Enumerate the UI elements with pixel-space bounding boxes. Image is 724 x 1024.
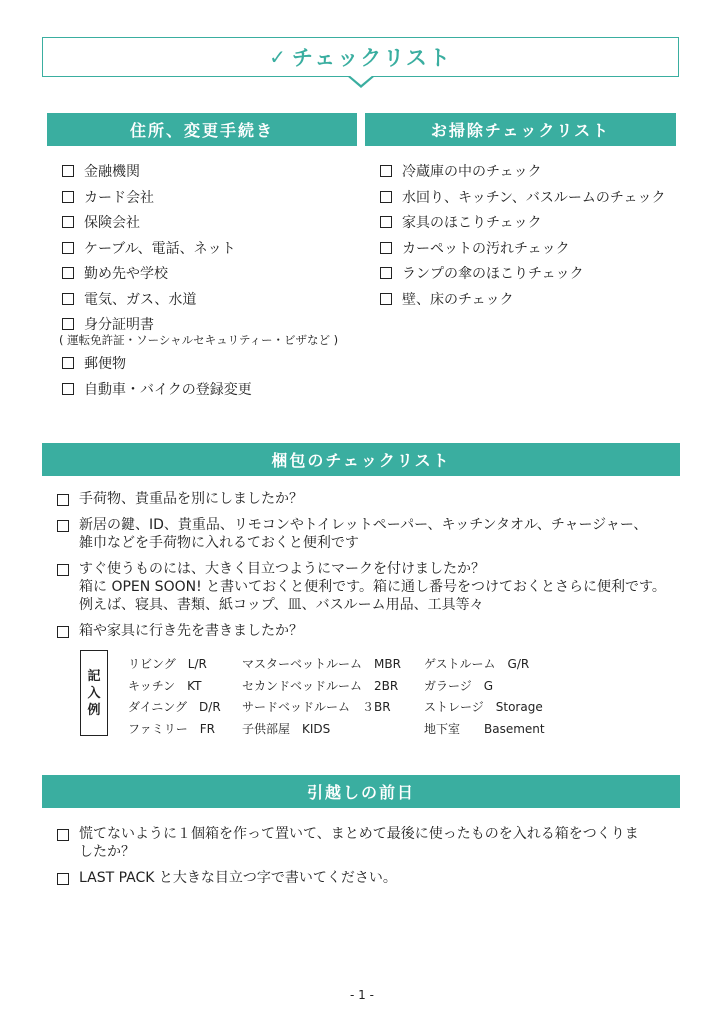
id-note: ( 運転免許証・ソーシャルセキュリティー・ビザなど ) [59, 333, 339, 347]
example-room: ゲストルーム G/R [424, 657, 530, 671]
checkbox[interactable] [57, 520, 69, 532]
list-item[interactable]: ランプの傘のほこりチェック [380, 263, 665, 289]
list-item[interactable]: 家具のほこりチェック [380, 212, 665, 238]
checkbox[interactable] [62, 191, 74, 203]
list-item[interactable]: 自動車・バイクの登録変更 [62, 379, 252, 405]
check-icon: ✓ [269, 45, 286, 69]
page-title: チェックリスト [291, 46, 452, 70]
example-room: ストレージ Storage [424, 700, 543, 714]
checkbox[interactable] [62, 267, 74, 279]
checkbox[interactable] [62, 293, 74, 305]
address-change-header: 住所、変更手続き [47, 113, 357, 146]
list-item[interactable]: 慌てないように１個箱を作って置いて、まとめて最後に使ったものを入れる箱をつくりま したか？ [57, 825, 639, 861]
list-item[interactable]: カード会社 [62, 187, 236, 213]
checkbox[interactable] [380, 216, 392, 228]
day-before-header: 引越しの前日 [42, 775, 680, 808]
list-item[interactable]: ケーブル、電話、ネット [62, 238, 236, 264]
checkbox[interactable] [57, 829, 69, 841]
example-room: サードベッドルーム ３BR [242, 700, 391, 714]
cleaning-list [380, 161, 665, 314]
example-room: 子供部屋 KIDS [242, 722, 331, 736]
example-room: リビング L/R [128, 657, 207, 671]
checkbox[interactable] [62, 165, 74, 177]
checkbox[interactable] [62, 318, 74, 330]
example-room: ガラージ G [424, 679, 494, 693]
list-item[interactable]: 金融機関 [62, 161, 236, 187]
checkbox[interactable] [62, 383, 74, 395]
example-label-box: 記 入 例 [80, 650, 108, 736]
checkbox[interactable] [380, 165, 392, 177]
cleaning-header: お掃除チェックリスト [365, 113, 676, 146]
list-item[interactable]: 水回り、キッチン、バスルームのチェック [380, 187, 665, 213]
checkbox[interactable] [57, 873, 69, 885]
checkbox[interactable] [57, 626, 69, 638]
list-item[interactable]: 手荷物、貴重品を別にしましたか？ [57, 490, 666, 508]
checkbox[interactable] [57, 494, 69, 506]
list-item[interactable]: すぐ使うものには、大きく目立つようにマークを付けましたか？ 箱に OPEN SOON! と書いておくと便利です。箱に通し番号をつけておくとさらに便利です。 例えば、寝具、書類、紙コップ、皿、バスルーム用品、工具等々 [57, 560, 666, 614]
address-change-list [62, 161, 236, 333]
checkbox[interactable] [380, 242, 392, 254]
checkbox[interactable] [380, 267, 392, 279]
list-item[interactable]: 冷蔵庫の中のチェック [380, 161, 665, 187]
page-number: - 1 - [350, 988, 374, 1002]
example-room: キッチン KT [128, 679, 202, 693]
page-title-box [42, 37, 679, 77]
example-room: ファミリー FR [128, 722, 216, 736]
list-item[interactable]: 壁、床のチェック [380, 289, 665, 315]
day-before-list [57, 825, 639, 887]
list-item[interactable]: LAST PACK と大きな目立つ字で書いてください。 [57, 869, 639, 887]
packing-list [57, 490, 666, 640]
checkbox[interactable] [62, 216, 74, 228]
title-pointer-inner [349, 75, 373, 85]
example-room: ダイニング D/R [128, 700, 221, 714]
packing-header: 梱包のチェックリスト [42, 443, 680, 476]
example-room: 地下室 Basement [424, 722, 545, 736]
checkbox[interactable] [62, 242, 74, 254]
list-item[interactable]: 箱や家具に行き先を書きましたか？ [57, 622, 666, 640]
checkbox[interactable] [380, 191, 392, 203]
list-item[interactable]: 電気、ガス、水道 [62, 289, 236, 315]
list-item[interactable]: 身分証明書 [62, 314, 236, 333]
example-room: セカンドベッドルーム 2BR [242, 679, 399, 693]
address-change-list-2 [62, 353, 252, 404]
list-item[interactable]: 勤め先や学校 [62, 263, 236, 289]
list-item[interactable]: 新居の鍵、ID、貴重品、リモコンやトイレットペーパー、キッチンタオル、チャージャー、 雑巾などを手荷物に入れるておくと便利です [57, 516, 666, 552]
checkbox[interactable] [380, 293, 392, 305]
checkbox[interactable] [62, 357, 74, 369]
example-room: マスターベットルーム MBR [242, 657, 401, 671]
list-item[interactable]: 保険会社 [62, 212, 236, 238]
list-item[interactable]: 郵便物 [62, 353, 252, 379]
list-item[interactable]: カーペットの汚れチェック [380, 238, 665, 264]
checkbox[interactable] [57, 564, 69, 576]
